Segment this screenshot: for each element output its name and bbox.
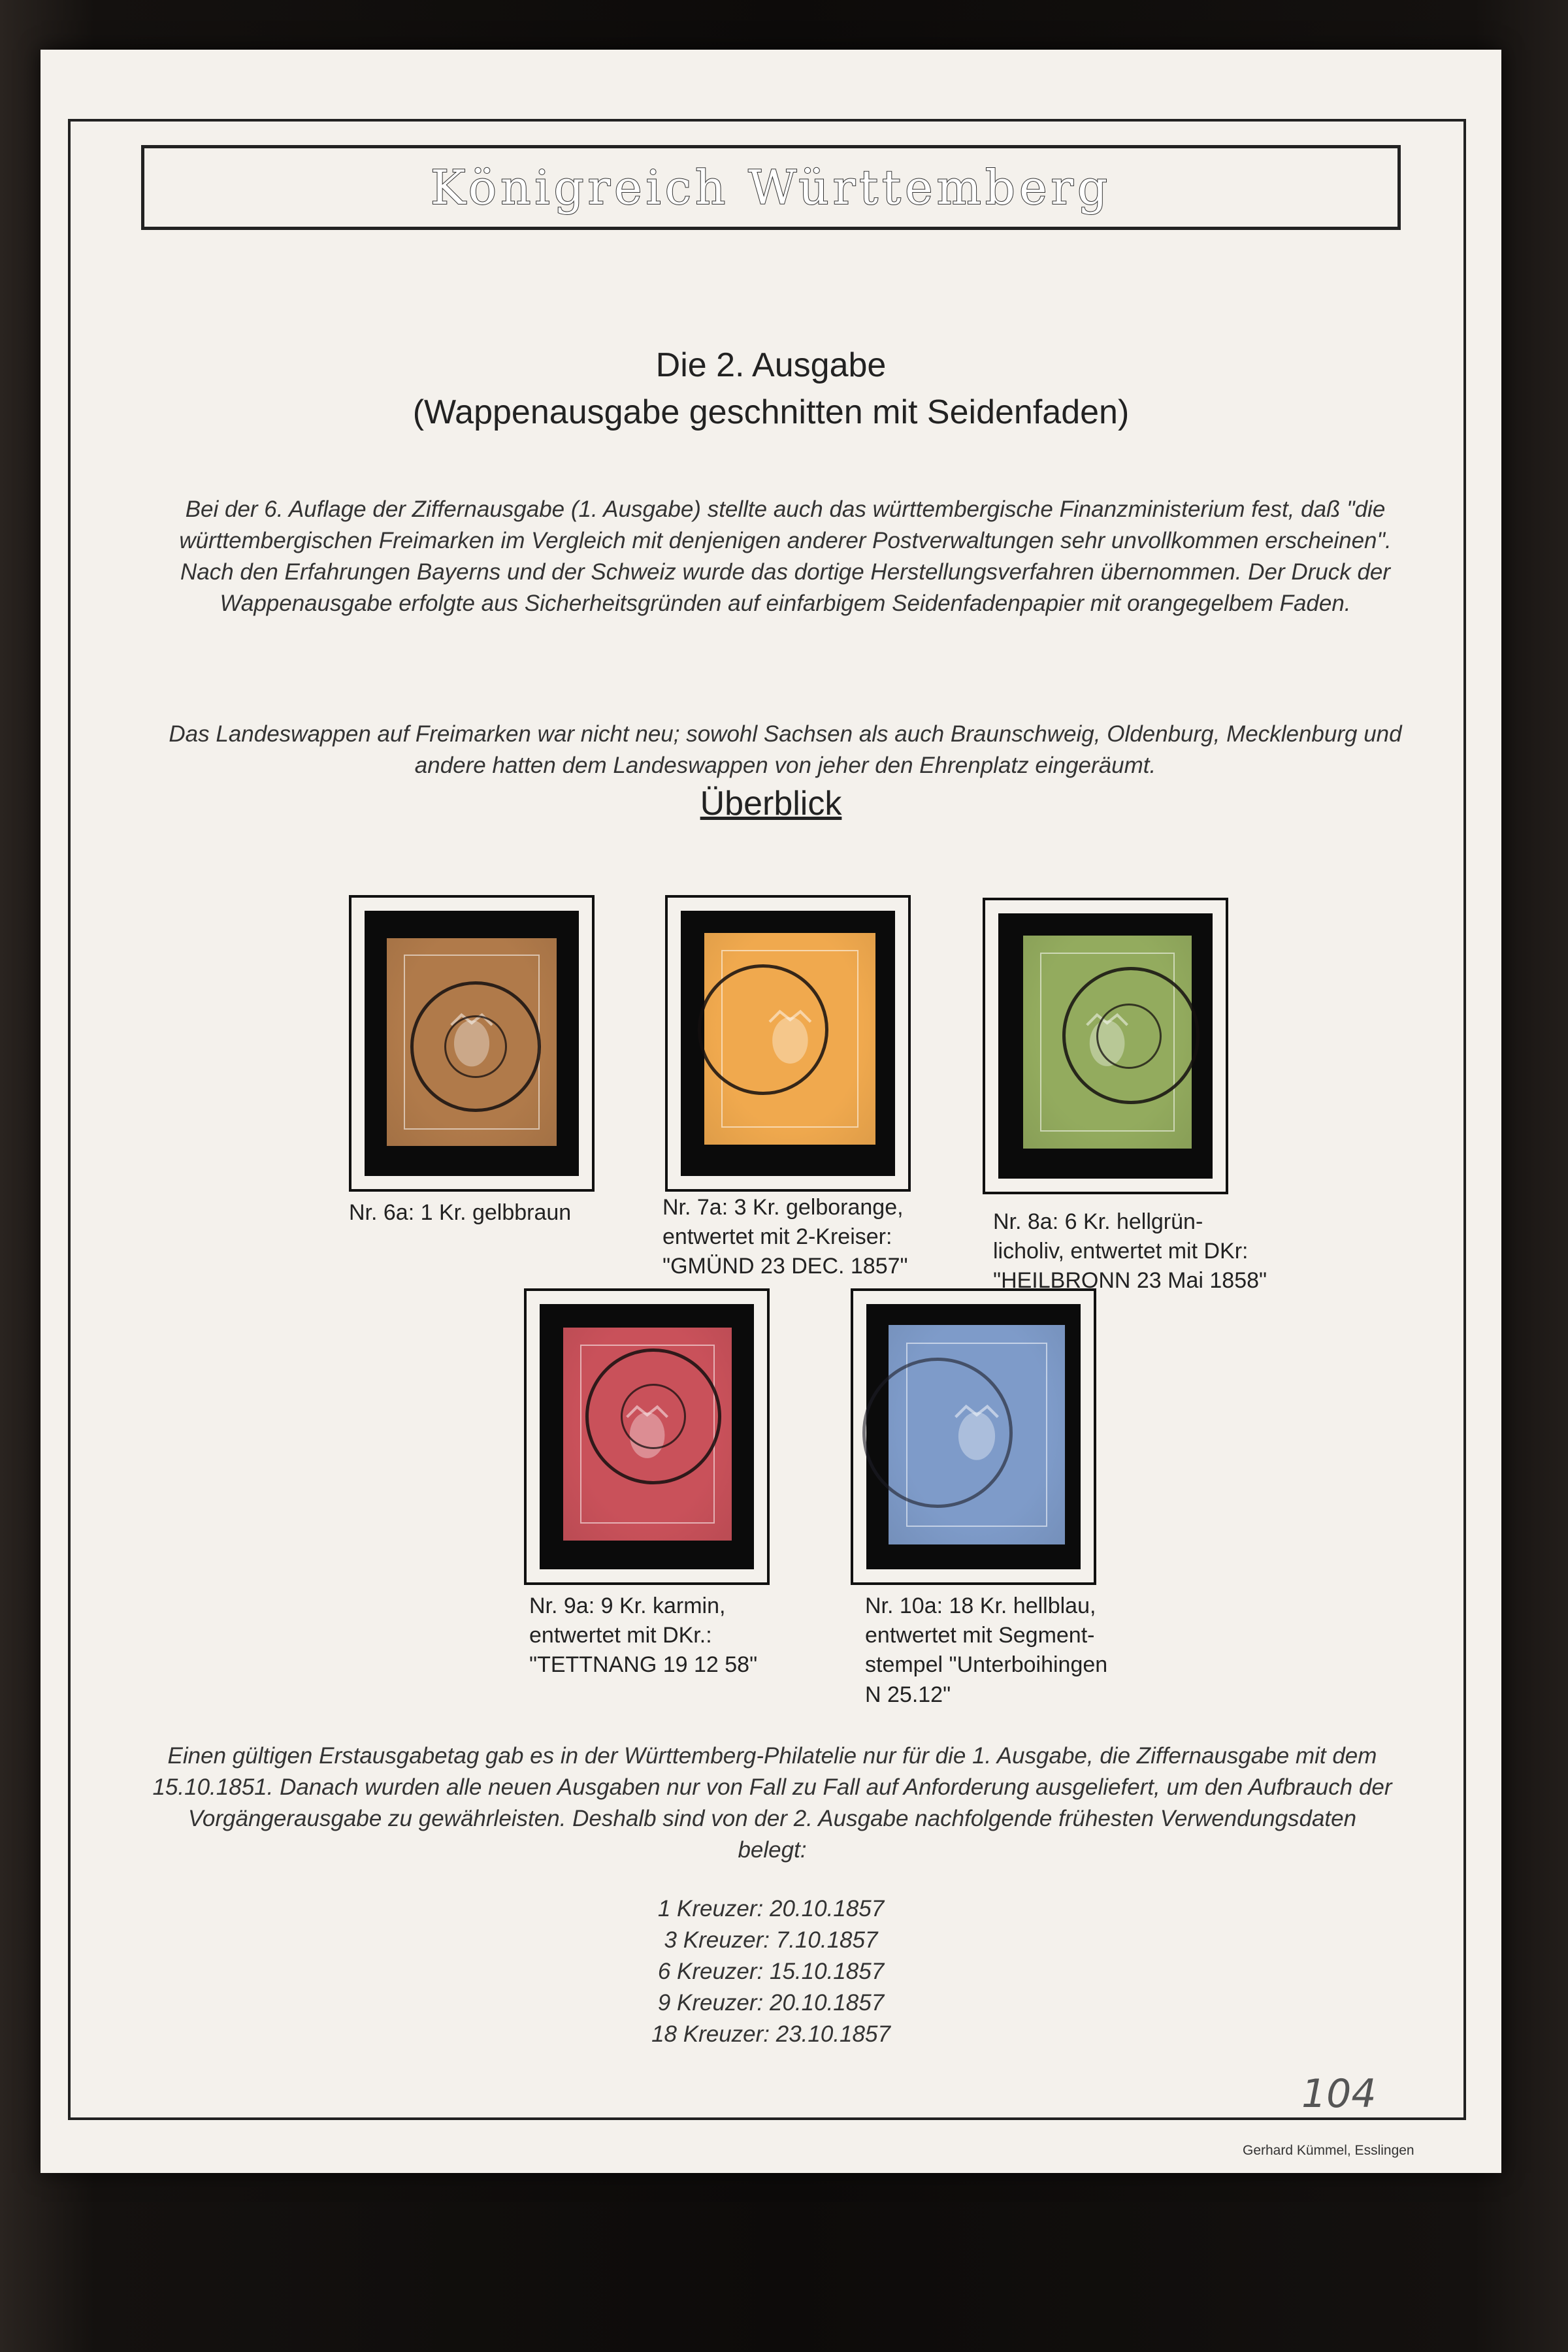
stamp-mount <box>681 911 895 1176</box>
stamp-mount <box>998 913 1213 1179</box>
date-line: 6 Kreuzer: 15.10.1857 <box>657 1958 885 1984</box>
postmark-segment <box>862 1358 1013 1508</box>
stamp-6a <box>387 938 557 1146</box>
stamp-caption-10a: Nr. 10a: 18 Kr. hellblau, entwertet mit Segment- stempel "Unterboihingen N 25.12" <box>865 1593 1108 1707</box>
intro-paragraph-1: Bei der 6. Auflage der Ziffernausgabe (1. Ausgabe) stellte auch das württembergische Finanzministerium fest, daß "die württembergischen Freimarken im Vergleich mit denjenigen anderer Postverwaltungen sehr unvollkommen erscheinen". Nach den Erfahrungen Bayerns und der Schweiz wurde das dortige Herstellungsverfahren übernommen. Der Druck der Wappenausgabe erfolgte aus Sicherheitsgründen auf einfarbigem Seidenfadenpapier mit orangegelbem Faden. <box>179 497 1392 616</box>
date-line: 1 Kreuzer: 20.10.1857 <box>657 1896 885 1921</box>
stamp-caption-9a: Nr. 9a: 9 Kr. karmin, entwertet mit DKr.: "TETTNANG 19 12 58" <box>529 1593 758 1678</box>
stamp-10a <box>889 1325 1065 1544</box>
earliest-dates-list <box>41 1893 1501 2050</box>
postmark-circle <box>698 964 828 1095</box>
stamp-frame-7a <box>665 895 911 1192</box>
stamp-8a <box>1023 936 1192 1149</box>
section-heading-line1: Die 2. Ausgabe <box>655 346 887 384</box>
stamp-mount <box>365 911 579 1176</box>
stamp-caption-7a: Nr. 7a: 3 Kr. gelborange, entwertet mit 2-Kreiser: "GMÜND 23 DEC. 1857" <box>662 1195 908 1279</box>
stamp-frame-6a <box>349 895 595 1192</box>
title-box <box>141 145 1401 230</box>
postmark-inner-circle <box>1096 1004 1162 1069</box>
date-line: 3 Kreuzer: 7.10.1857 <box>664 1927 878 1953</box>
stamp-frame-10a <box>851 1288 1096 1585</box>
stamp-mount <box>866 1304 1081 1569</box>
stamp-mount <box>540 1304 754 1569</box>
stamp-frame-8a <box>983 898 1228 1194</box>
stamp-caption-8a: Nr. 8a: 6 Kr. hellgrün- licholiv, entwertet mit DKr: "HEILBRONN 23 Mai 1858" <box>993 1209 1267 1294</box>
stamp-9a <box>563 1328 732 1541</box>
author-credit: Gerhard Kümmel, Esslingen <box>1243 2143 1414 2158</box>
date-line: 18 Kreuzer: 23.10.1857 <box>651 2021 890 2047</box>
postmark-inner-circle <box>444 1015 507 1078</box>
album-page <box>41 50 1501 2173</box>
intro-paragraph-2: Das Landeswappen auf Freimarken war nicht neu; sowohl Sachsen als auch Braunschweig, Oldenburg, Mecklenburg und andere hatten dem Landeswappen von jeher den Ehrenplatz eingeräumt. <box>169 721 1402 778</box>
stamp-caption-6a: Nr. 6a: 1 Kr. gelbbraun <box>349 1200 572 1225</box>
stamp-frame-9a <box>524 1288 770 1585</box>
section-heading-line2: (Wappenausgabe geschnitten mit Seidenfaden) <box>412 393 1130 431</box>
outro-paragraph: Einen gültigen Erstausgabetag gab es in der Württemberg-Philatelie nur für die 1. Ausgabe, die Ziffernausgabe mit dem 15.10.1851. Danach wurden alle neuen Ausgaben nur von Fall zu Fall auf Anforderung ausgeliefert, um den Aufbrauch der Vorgängerausgabe zu gewährleisten. Deshalb sind von der 2. Ausgabe nachfolgende frühesten Verwendungsdaten belegt: <box>152 1743 1392 1863</box>
page-number: 104 <box>1301 2071 1377 2117</box>
page-title: Königreich Württemberg <box>430 160 1112 215</box>
postmark-inner-circle <box>621 1384 686 1449</box>
date-line: 9 Kreuzer: 20.10.1857 <box>657 1989 885 2016</box>
stamp-7a <box>704 933 875 1145</box>
overview-heading: Überblick <box>700 785 842 823</box>
